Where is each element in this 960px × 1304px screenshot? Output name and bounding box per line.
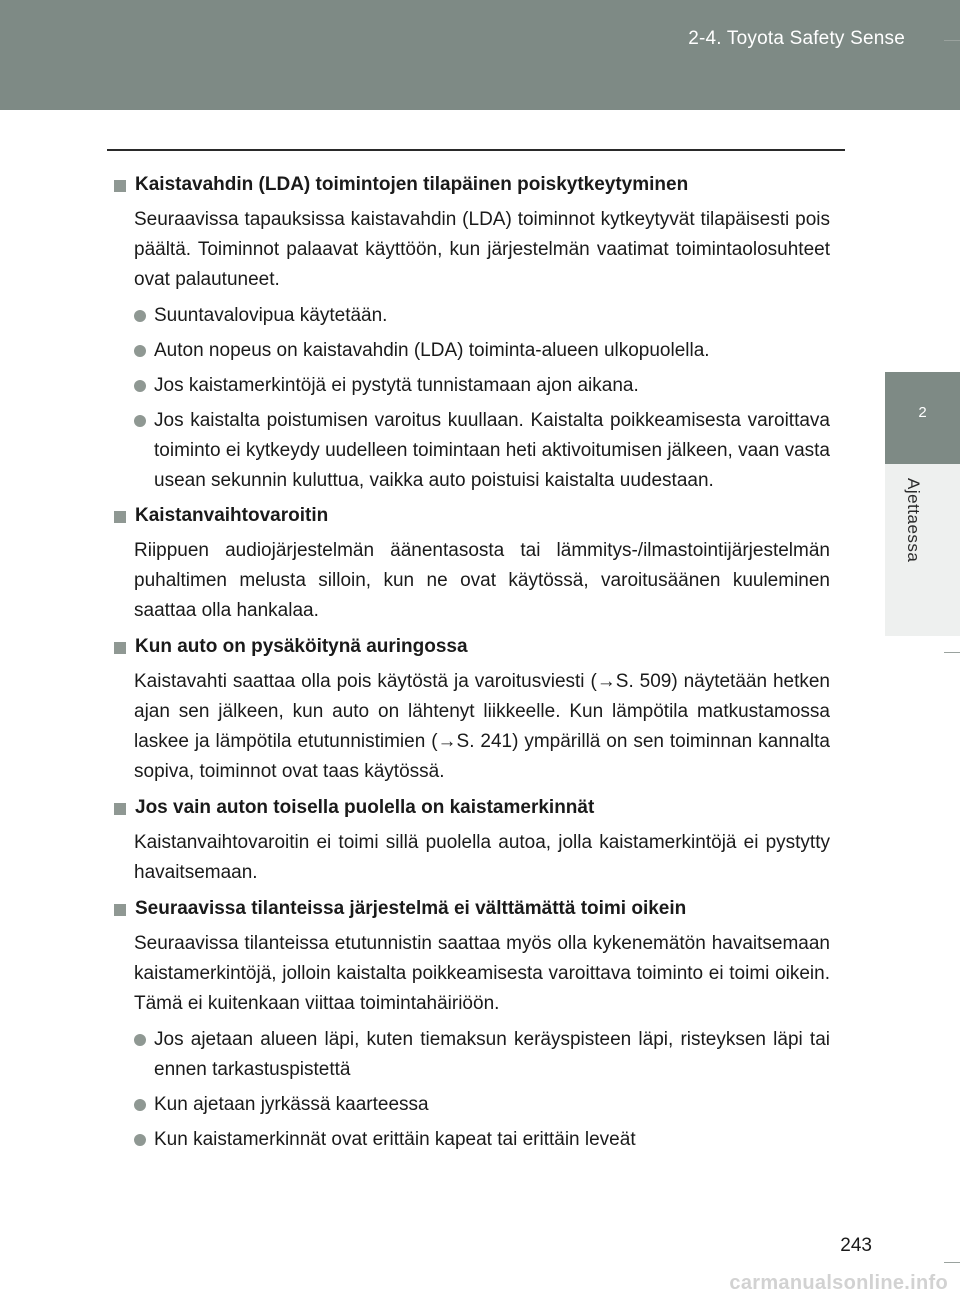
section-paragraph: Riippuen audiojärjestelmän äänentasosta tai lämmitys-/ilmastointijärjestelmän puhaltimen melusta silloin, kun ne ovat käytössä, varoitusäänen kuuleminen saattaa olla hankalaa. [134, 540, 830, 621]
list-item [134, 336, 830, 366]
list-item [134, 1090, 830, 1120]
section [114, 501, 830, 626]
list-item [134, 301, 830, 331]
section-paragraph: Kaistavahti saattaa olla pois käytöstä ja varoitusviesti (→S. 509) näytetään hetken ajan sen jälkeen, kun auto on lähtenyt liikkeelle. Kun lämpötila matkustamossa laskee ja lämpötila etutunnistimien (→S. 241) ympärillä on sen toiminnan kannalta sopiva, toiminnot ovat taas käytössä. [134, 671, 830, 782]
section [114, 170, 830, 496]
list-item-text: Jos kaistamerkintöjä ei pystytä tunnistamaan ajon aikana. [154, 375, 639, 396]
round-bullet-icon [134, 310, 146, 322]
list-item [134, 1125, 830, 1155]
page-number: 243 [840, 1235, 872, 1256]
section-heading [114, 894, 830, 924]
section-heading [114, 170, 830, 200]
square-bullet-icon [114, 511, 126, 523]
section-heading-text: Seuraavissa tilanteissa järjestelmä ei välttämättä toimi oikein [135, 898, 687, 919]
chapter-label: Ajettaessa [904, 478, 923, 563]
round-bullet-icon [134, 1099, 146, 1111]
crop-mark [944, 1262, 960, 1263]
round-bullet-icon [134, 380, 146, 392]
list-item-text: Suuntavalovipua käytetään. [154, 305, 388, 326]
section-heading-text: Kaistanvaihtovaroitin [135, 505, 329, 526]
list-item-text: Auton nopeus on kaistavahdin (LDA) toiminta-alueen ulkopuolella. [154, 340, 710, 361]
section-paragraph: Seuraavissa tapauksissa kaistavahdin (LDA) toiminnot kytkeytyvät tilapäisesti pois päältä. Toiminnot palaavat käyttöön, kun järjestelmän vaatimat toimintaolosuhteet ovat palautuneet. [134, 209, 830, 290]
section [114, 793, 830, 888]
square-bullet-icon [114, 180, 126, 192]
section [114, 894, 830, 1155]
square-bullet-icon [114, 803, 126, 815]
section-heading [114, 793, 830, 823]
list-item [134, 1025, 830, 1085]
crop-mark [944, 652, 960, 653]
list-item [134, 406, 830, 496]
chapter-tab[interactable] [885, 372, 960, 464]
chapter-number: 2 [918, 404, 927, 421]
square-bullet-icon [114, 904, 126, 916]
section-paragraph: Kaistanvaihtovaroitin ei toimi sillä puolella autoa, jolla kaistamerkintöjä ei pystytty havaitsemaan. [134, 832, 830, 883]
header-band [0, 0, 960, 110]
section-heading-text: Kun auto on pysäköitynä auringossa [135, 636, 468, 657]
round-bullet-icon [134, 1034, 146, 1046]
section-paragraph: Seuraavissa tilanteissa etutunnistin saattaa myös olla kykenemätön havaitsemaan kaistamerkintöjä, jolloin kaistalta poikkeamisesta varoittava toiminto ei toimi oikein. Tämä ei kuitenkaan viittaa toimintahäiriöön. [134, 933, 830, 1014]
crop-mark [944, 40, 960, 41]
round-bullet-icon [134, 415, 146, 427]
section-title: 2-4. Toyota Safety Sense [688, 28, 905, 49]
round-bullet-icon [134, 1134, 146, 1146]
list-item-text: Jos kaistalta poistumisen varoitus kuullaan. Kaistalta poikkeamisesta varoittava toiminto ei kytkeydy uudelleen toimintaan heti aktivoitumisen jälkeen, vaan vasta usean sekunnin kuluttua, vaikka auto poistuisi kaistalta uudestaan. [154, 410, 830, 491]
section [114, 632, 830, 787]
list-item [134, 371, 830, 401]
list-item-text: Kun kaistamerkinnät ovat erittäin kapeat tai erittäin leveät [154, 1129, 636, 1150]
top-rule [107, 149, 845, 151]
section-heading [114, 632, 830, 662]
list-item-text: Jos ajetaan alueen läpi, kuten tiemaksun keräyspisteen läpi, risteyksen läpi tai ennen tarkastuspistettä [154, 1029, 830, 1080]
section-heading [114, 501, 830, 531]
square-bullet-icon [114, 642, 126, 654]
list-item-text: Kun ajetaan jyrkässä kaarteessa [154, 1094, 429, 1115]
section-heading-text: Jos vain auton toisella puolella on kaistamerkinnät [135, 797, 595, 818]
section-heading-text: Kaistavahdin (LDA) toimintojen tilapäinen poiskytkeytyminen [135, 174, 689, 195]
round-bullet-icon [134, 345, 146, 357]
watermark: carmanualsonline.info [729, 1272, 948, 1294]
content-area [114, 170, 830, 1160]
